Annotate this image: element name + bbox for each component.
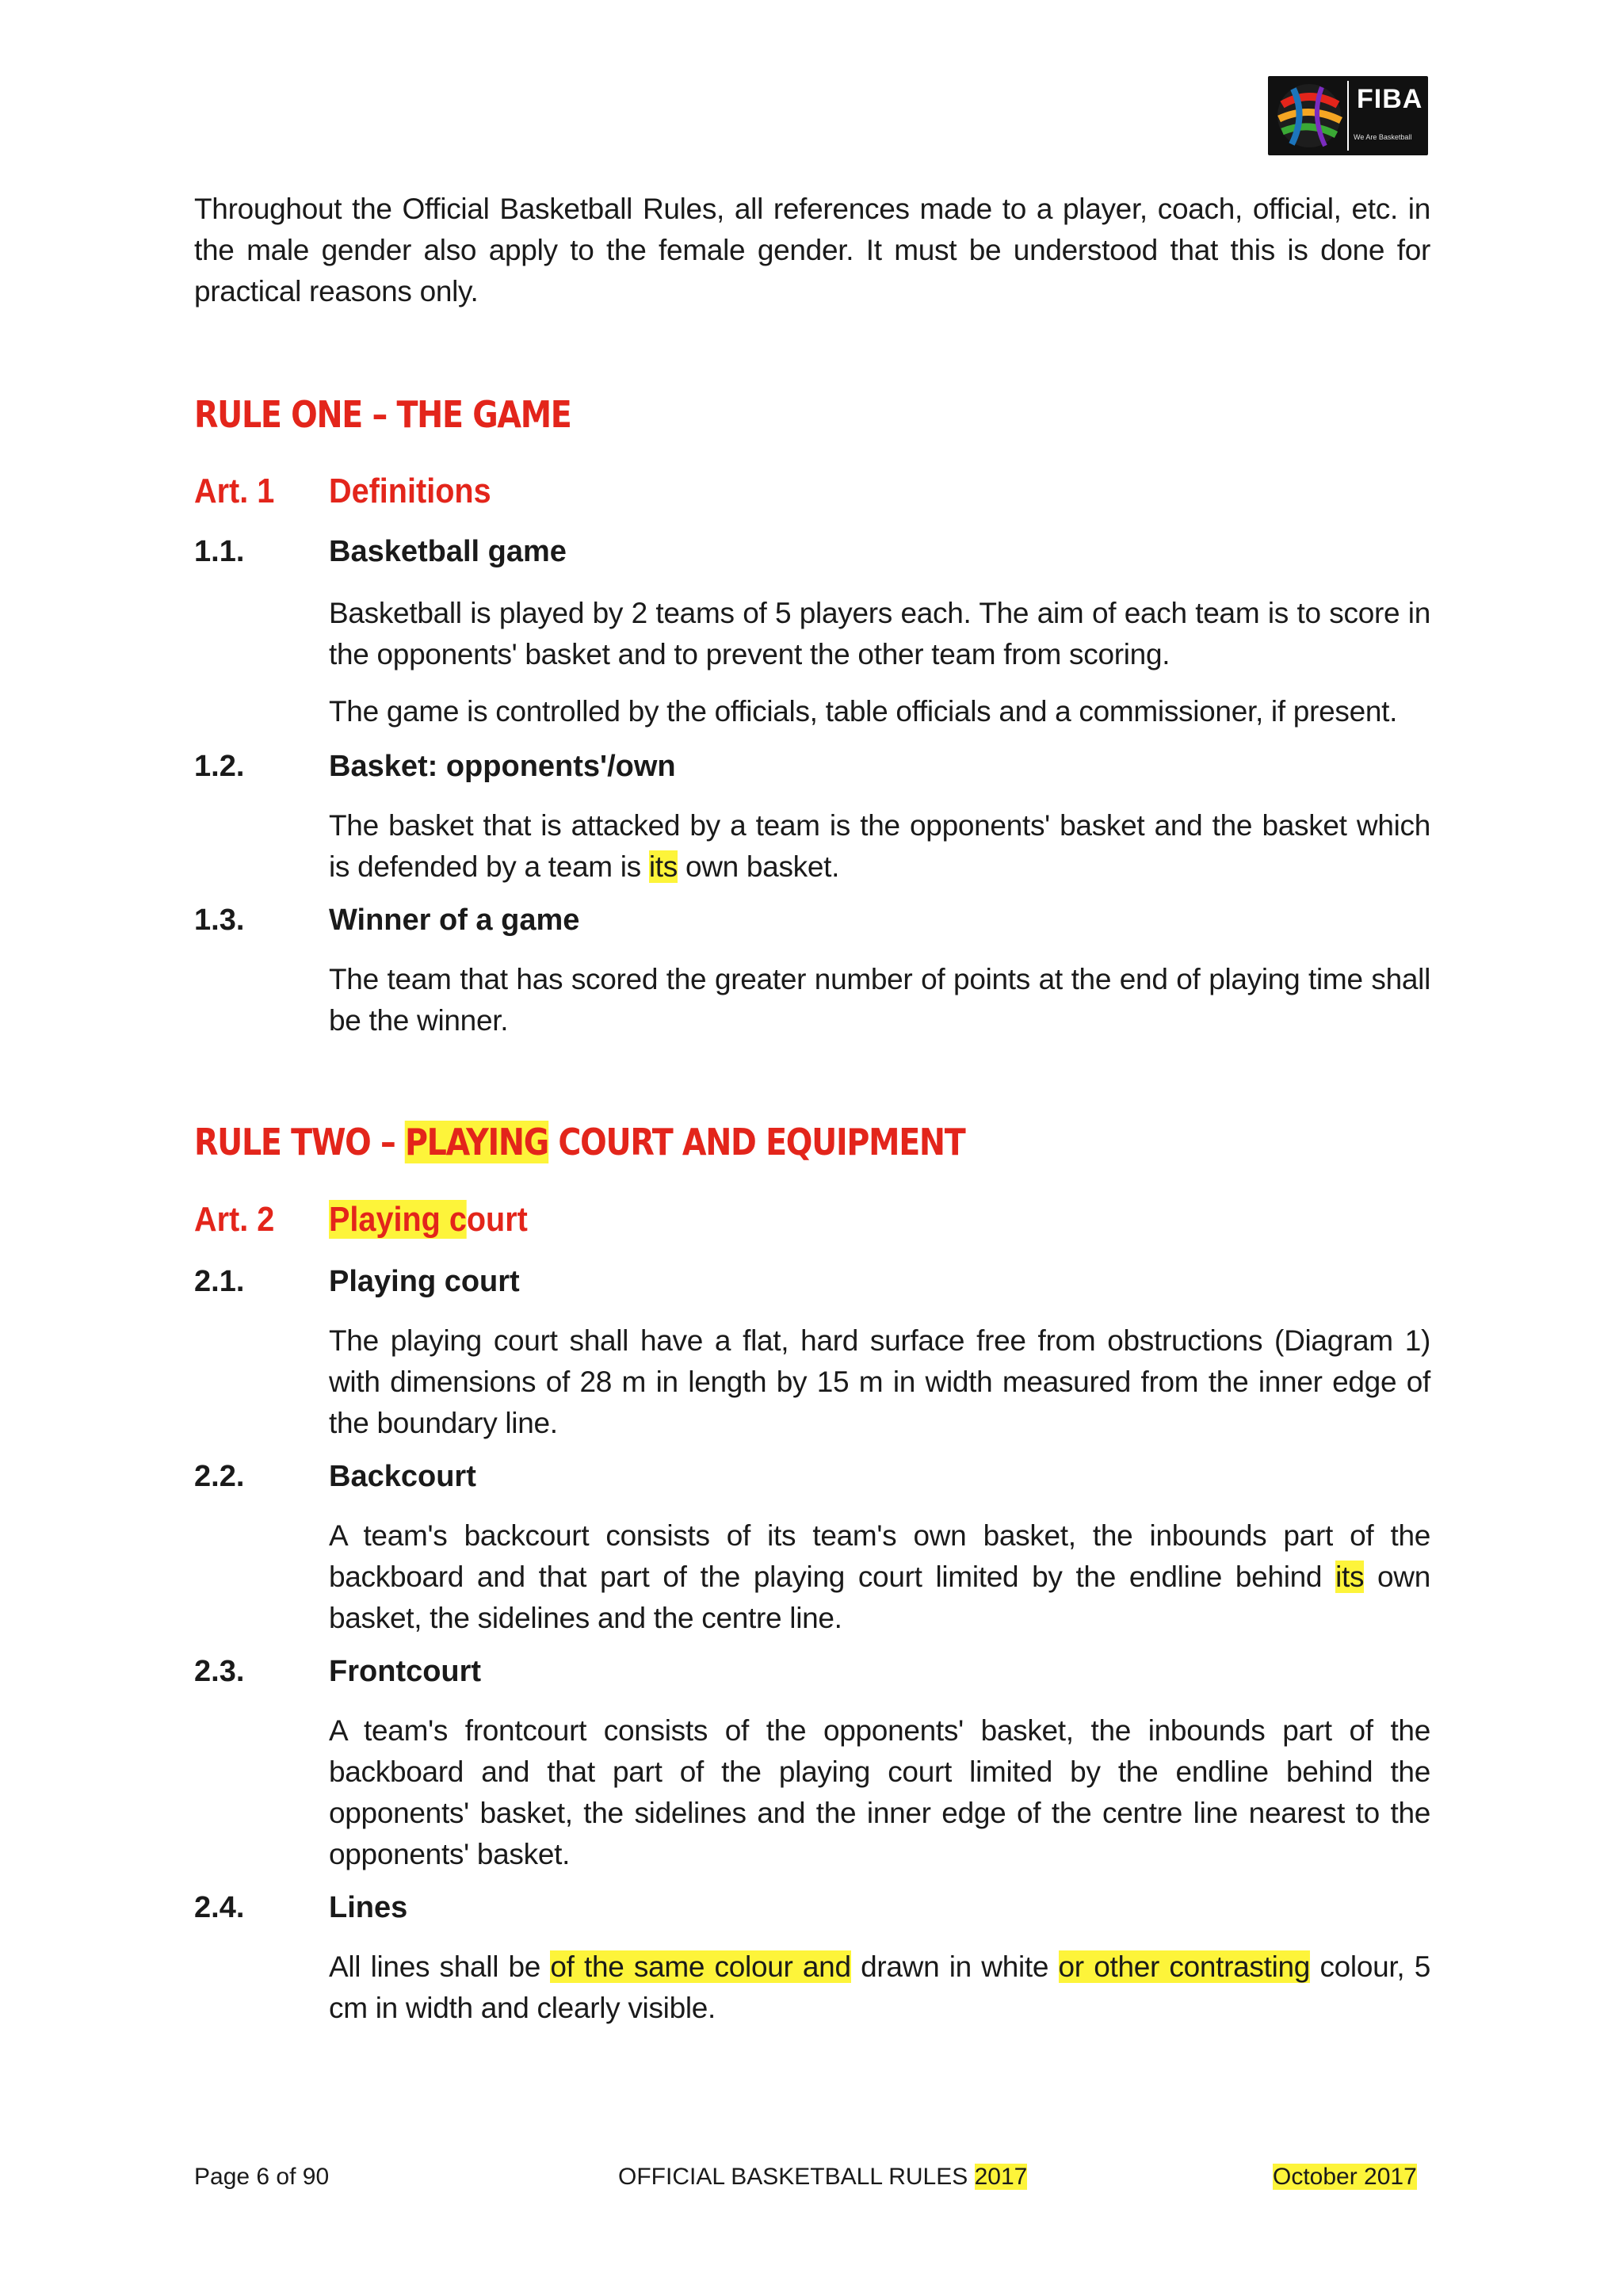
rule-two-title: RULE TWO – PLAYING COURT AND EQUIPMENT: [194, 1121, 965, 1163]
logo-tagline: We Are Basketball: [1354, 133, 1412, 141]
highlight: PLAYING: [404, 1121, 548, 1163]
highlight: Playing c: [329, 1200, 467, 1239]
article-1-heading: [194, 472, 1430, 519]
section-heading: [194, 1460, 1430, 1501]
article-number: Art. 2: [194, 1200, 275, 1239]
section-heading: [194, 1265, 1430, 1306]
intro-paragraph: Throughout the Official Basketball Rules, all references made to a player, coach, official, etc. in the male gender also apply to the female gender. It must be understood that this is done for practical reasons only.: [194, 193, 1430, 308]
section-number: 2.4.: [194, 1891, 245, 1924]
highlight: its: [1335, 1561, 1365, 1593]
logo-wordmark: FIBA: [1357, 84, 1423, 114]
section-heading: [194, 1655, 1430, 1696]
section-number: 2.3.: [194, 1655, 245, 1688]
section-number: 1.2.: [194, 750, 245, 783]
section-paragraph: The playing court shall have a flat, hard surface free from obstructions (Diagram 1) with dimensions of 28 m in length by 15 m in width measured from the inner edge of the boundary line.: [329, 1324, 1430, 1439]
section-title: Backcourt: [329, 1460, 476, 1493]
fiba-logo: [1268, 76, 1428, 155]
basketball-globe-icon: [1274, 81, 1344, 151]
highlight: of the same colour and: [550, 1950, 851, 1983]
section-paragraph: The game is controlled by the officials, table officials and a commissioner, if present.: [329, 695, 1398, 728]
highlight: its: [648, 850, 678, 883]
article-number: Art. 1: [194, 472, 275, 510]
section-heading: [194, 750, 1430, 791]
section-paragraph: A team's backcourt consists of its team's own basket, the inbounds part of the backboard and that part of the playing court limited by the endline behind its own basket, the sidelines and the centre line.: [329, 1519, 1430, 1634]
section-number: 1.1.: [194, 535, 245, 568]
section-heading: [194, 535, 1430, 576]
section-number: 2.1.: [194, 1265, 245, 1298]
article-2-heading: [194, 1200, 1430, 1247]
logo-divider: [1347, 81, 1349, 151]
highlight: October 2017: [1273, 2164, 1417, 2190]
highlight: 2017: [974, 2164, 1028, 2190]
section-heading: [194, 904, 1430, 945]
article-title: Definitions: [329, 472, 491, 510]
section-number: 1.3.: [194, 904, 245, 937]
footer-page-number: Page 6 of 90: [194, 2164, 330, 2190]
section-paragraph: The team that has scored the greater number of points at the end of playing time shall be the winner.: [329, 963, 1430, 1037]
section-heading: [194, 1891, 1430, 1932]
section-title: Winner of a game: [329, 904, 580, 937]
section-title: Frontcourt: [329, 1655, 482, 1688]
footer-document-title: OFFICIAL BASKETBALL RULES 2017: [618, 2164, 1028, 2190]
section-paragraph: All lines shall be of the same colour and drawn in white or other contrasting colour, 5 cm in width and clearly visible.: [329, 1950, 1430, 2024]
section-title: Lines: [329, 1891, 408, 1924]
section-title: Playing court: [329, 1265, 520, 1298]
section-title: Basketball game: [329, 535, 567, 568]
article-title: Playing court: [329, 1200, 528, 1239]
highlight: or other contrasting: [1058, 1950, 1311, 1983]
section-title: Basket: opponents'/own: [329, 750, 676, 783]
rule-one-title: RULE ONE – THE GAME: [194, 393, 571, 436]
section-paragraph: The basket that is attacked by a team is the opponents' basket and the basket which is defended by a team is its own basket.: [329, 809, 1430, 883]
section-paragraph: Basketball is played by 2 teams of 5 players each. The aim of each team is to score in the opponents' basket and to prevent the other team from scoring.: [329, 597, 1430, 670]
section-paragraph: A team's frontcourt consists of the opponents' basket, the inbounds part of the backboard and that part of the playing court limited by the endline behind the opponents' basket, the sidelines and the inner edge of the centre line nearest to the opponents' basket.: [329, 1714, 1430, 1870]
section-number: 2.2.: [194, 1460, 245, 1493]
footer-date: [1273, 2164, 1417, 2191]
